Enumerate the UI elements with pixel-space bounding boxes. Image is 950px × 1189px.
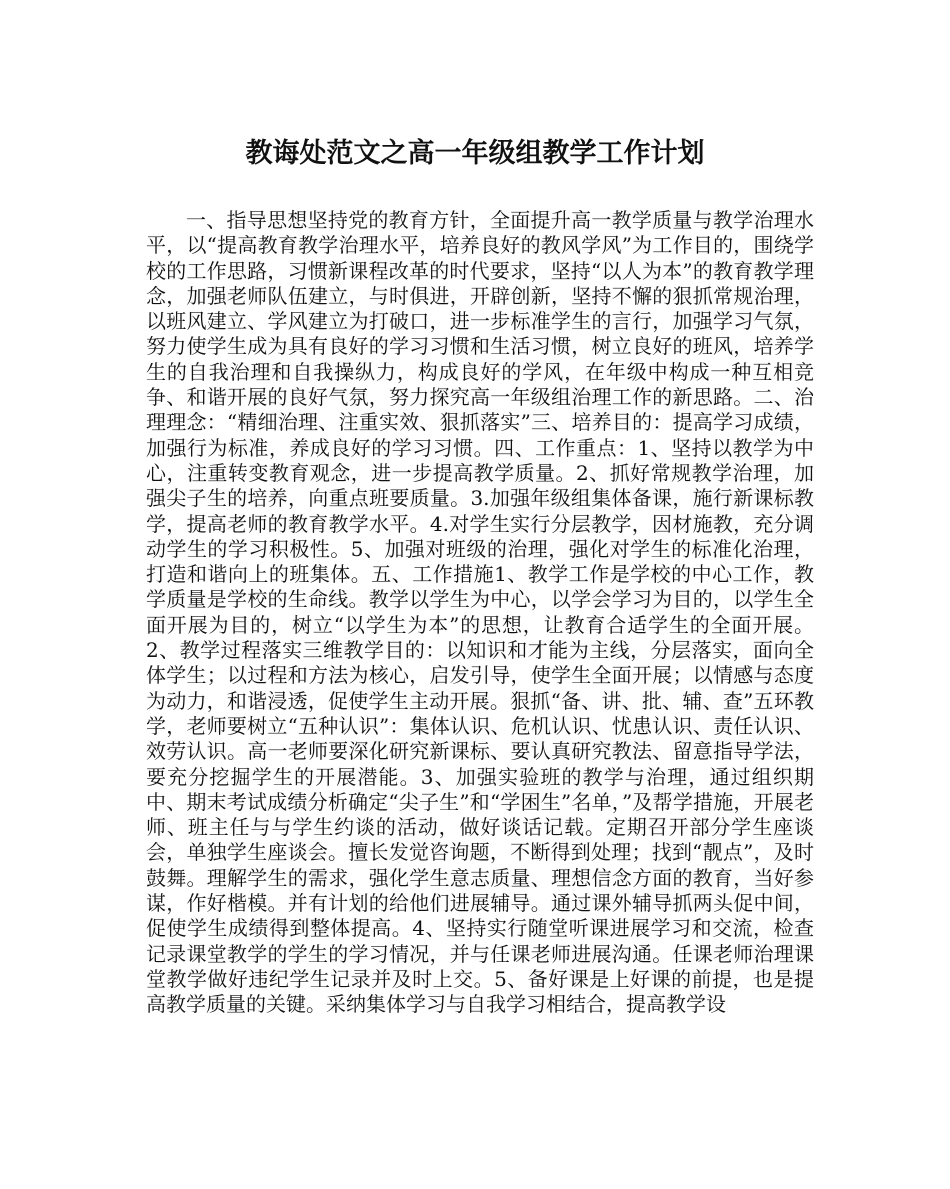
document-body-paragraph: 一、指导思想坚持党的教育方针，全面提升高一教学质量与教学治理水平，以“提高教育教学治理水平，培养良好的教风学风”为工作目的，围绕学校的工作思路，习惯新课程改革的时代要求，坚持“以人为本”的教育教学理念，加强老师队伍建立，与时俱进，开辟创新，坚持不懈的狠抓常规治理，以班风建立、学风建立为打破口，进一步标准学生的言行，加强学习气氛，努力使学生成为具有良好的学习习惯和生活习惯，树立良好的班风，培养学生的自我治理和自我操纵力，构成良好的学风，在年级中构成一种互相竞争、和谐开展的良好气氛，努力探究高一年级组治理工作的新思路。二、治理理念：“精细治理、注重实效、狠抓落实”三、培养目的：提高学习成绩，加强行为标准，养成良好的学习习惯。四、工作重点：1、坚持以教学为中心，注重转变教育观念，进一步提高教学质量。2、抓好常规教学治理，加强尖子生的培养，向重点班要质量。3.加强年级组集体备课，施行新课标教学，提高老师的教育教学水平。4.对学生实行分层教学，因材施教，充分调动学生的学习积极性。5、加强对班级的治理，强化对学生的标准化治理，打造和谐向上的班集体。五、工作措施1、教学工作是学校的中心工作，教学质量是学校的生命线。教学以学生为中心，以学会学习为目的，以学生全面开展为目的，树立“以学生为本”的思想，让教育合适学生的全面开展。2、教学过程落实三维教学目的：以知识和才能为主线，分层落实，面向全体学生；以过程和方法为核心，启发引导，使学生全面开展；以情感与态度为动力，和谐浸透，促使学生主动开展。狠抓“备、讲、批、辅、查”五环教学，老师要树立“五种认识”：集体认识、危机认识、忧患认识、责任认识、效劳认识。高一老师要深化研究新课标、要认真研究教法、留意指导学法，要充分挖掘学生的开展潜能。3、加强实验班的教学与治理，通过组织期中、期末考试成绩分析确定“尖子生”和“学困生”名单，”及帮学措施，开展老师、班主任与与学生约谈的活动，做好谈话记载。定期召开部分学生座谈会，单独学生座谈会。擅长发觉咨询题，不断得到处理；找到“靓点”，及时鼓舞。理解学生的需求，强化学生意志质量、理想信念方面的教育，当好参谋，作好楷模。并有计划的给他们进展辅导。通过课外辅导抓两头促中间，促使学生成绩得到整体提高。4、坚持实行随堂听课进展学习和交流，检查记录课堂教学的学生的学习情况，并与任课老师进展沟通。任课老师治理课堂教学做好违纪学生记录并及时上交。5、备好课是上好课的前提，也是提高教学质量的关键。采纳集体学习与自我学习相结合，提高教学设	[146, 208, 814, 1017]
document-title: 教诲处范文之高一年级组教学工作计划	[245, 138, 705, 169]
